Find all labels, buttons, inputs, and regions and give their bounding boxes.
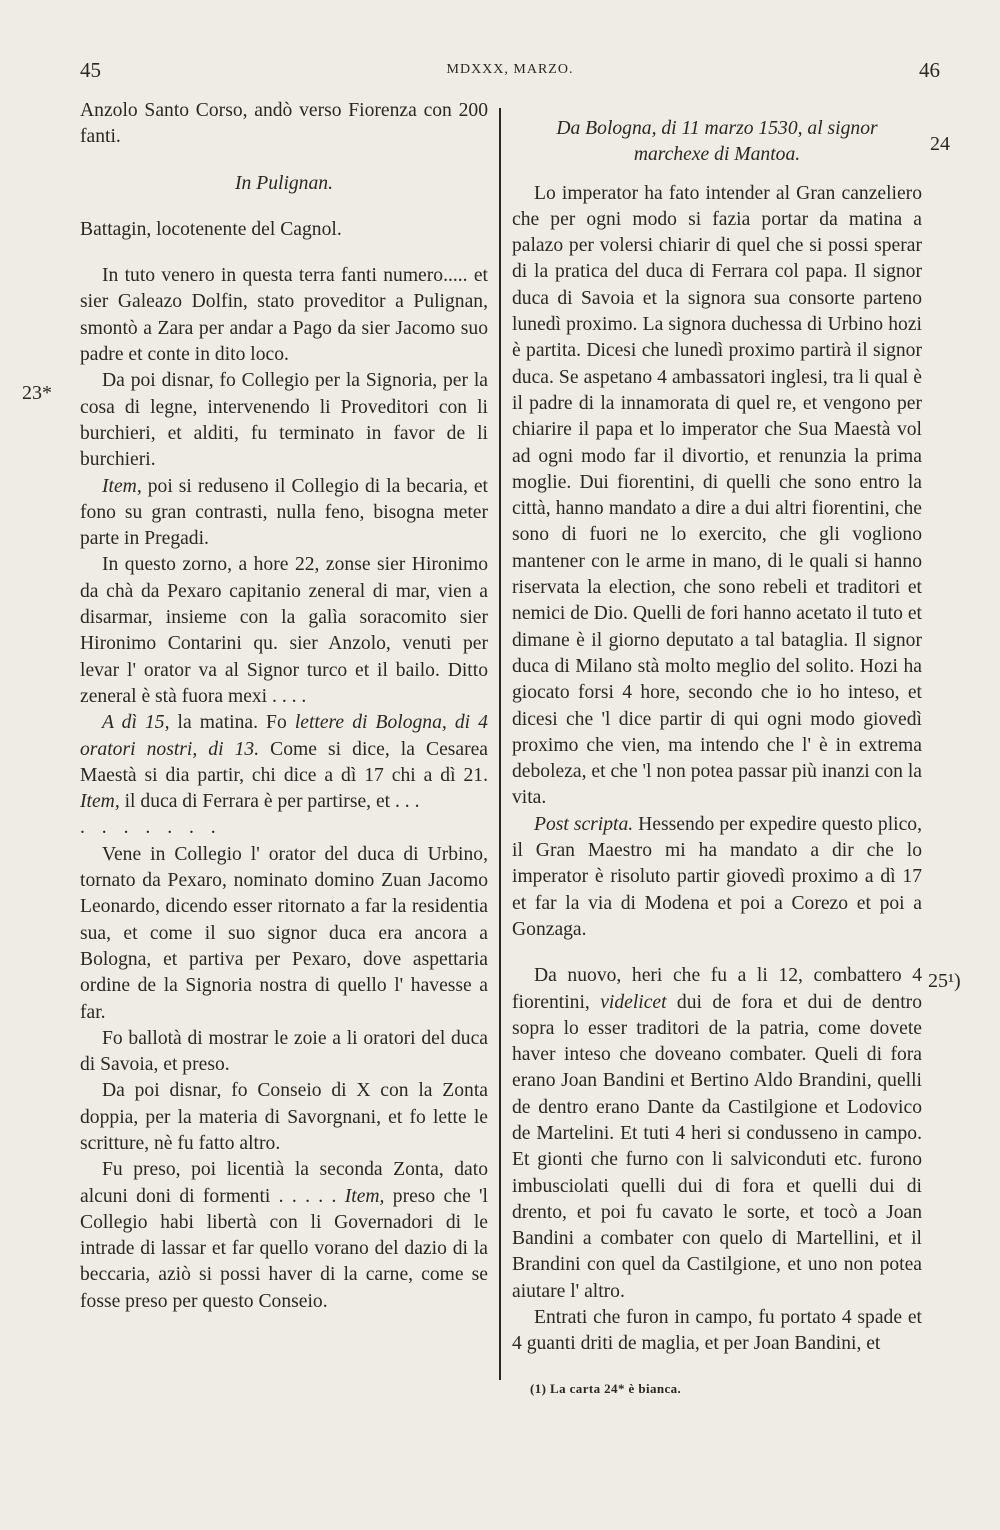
footnote: (1) La carta 24* è bianca. xyxy=(530,1381,682,1396)
page-number-right: 46 xyxy=(919,58,940,82)
column-divider xyxy=(499,108,501,1380)
margin-folio-24: 24 xyxy=(930,133,950,155)
letter-heading: Da Bologna, di 11 marzo 1530, al signor marchexe di Mantoa. xyxy=(556,118,878,166)
paragraph: Item, poi si reduseno il Collegio di la becaria, et fono su gran contrasti, nulla feno, bisogna meter parte in Pregadi. xyxy=(80,475,488,550)
paragraph: Lo imperator ha fato intender al Gran canzeliero che per ogni modo si fazia portar da matina a palazo per volersi chiarir di quel che si possi sperar di la pratica del duca di Ferrara col papa. Il signor duca di Savoia et la signora sua consorte parteno lunedì proximo. La signora duchessa di Urbino hozi è partita. Dicesi che lunedì proximo partirà il signor duca. Se aspetano 4 ambassatori inglesi, tra li qual è il padre di la innamorata di quel re, et vengono per chiarire il papa et lo imperator che Sua Maestà vol ad ogni modo far il divortio, et renunzia la prima moglie. Dui fiorentini, di quelli che sono entro la città, hanno mandato a dire a dui altri fiorentini, che sono di fuori ne lo exercito, che gli vogliono mantener con le arme in mano, di le quali si hanno riservata la election, che sono rebeli et traditori et nemici de Dio. Quelli de fori hanno acetato il tuto et dimane è il giorno deputato a tal bataglia. Il signor duca di Milano stà molto meglio del solito. Hozi ha giocato forsi 4 hore, secondo che io ho inteso, et dicesi che 'l dice partir di qui ogni modo giovedì proximo che vien, ma intendo che l' è in extrema deboleza, et che 'l non potea passar più inanzi con la vita. xyxy=(512,182,922,809)
right-column xyxy=(512,98,922,1358)
paragraph: Fu preso, poi licentià la seconda Zonta, dato alcuni doni di formenti . . . . . Item, preso che 'l Collegio habi libertà con li Governadori di le intrade di lassar et far quello vorano del dazio di la beccaria, aziò si possi haver di la carne, come se fosse preso per questo Conseio. xyxy=(80,1159,488,1312)
margin-folio-23: 23* xyxy=(22,382,52,404)
left-column xyxy=(80,98,488,1315)
running-header xyxy=(80,58,940,88)
paragraph: Battagin, locotenente del Cagnol. xyxy=(80,218,342,240)
paragraph: Entrati che furon in campo, fu portato 4 spade et 4 guanti driti de maglia, et per Joan Bandini, et xyxy=(512,1307,922,1355)
paragraph: Vene in Collegio l' orator del duca di Urbino, tornato da Pexaro, nominato domino Zuan Jacomo Leonardo, dicendo esser ritornato a far la residentia sua, et come il suo signor duca era ancora a Bologna, et partiva per Pexaro, dove aspettaria ordine de la Signoria nostra di quello l' havesse a far. xyxy=(80,843,488,1023)
paragraph: In tuto venero in questa terra fanti numero..... et sier Galeazo Dolfin, stato proveditor a Pulignan, smontò a Zara per andar a Pago da sier Jacomo suo padre et conte in dito loco. xyxy=(80,265,488,366)
paragraph: In questo zorno, a hore 22, zonse sier Hironimo da chà da Pexaro capitanio zeneral di mar, vien a disarmar, insieme con la galìa soracomito sier Hironimo Contarini qu. sier Anzolo, venuti per levar l' orator va al Signor turco et il bailo. Ditto zeneral è stà fuora mexi . . . . xyxy=(80,554,488,707)
paragraph: Post scripta. Hessendo per expedire questo plico, il Gran Maestro mi ha mandato a dir che lo imperator è risoluto partir giovedì proximo a dì 17 et far la via di Modena et poi a Corezo et poi a Gonzaga. xyxy=(512,813,922,940)
paragraph: Anzolo Santo Corso, andò verso Fiorenza con 200 fanti. xyxy=(80,100,488,148)
margin-folio-25: 25¹) xyxy=(928,970,961,992)
paragraph: Fo ballotà di mostrar le zoie a li oratori del duca di Savoia, et preso. xyxy=(80,1027,488,1076)
paragraph: Da poi disnar, fo Conseio di X con la Zonta doppia, per la materia di Savorgnani, et fo lette le scritture, nè fu fatto altro. xyxy=(80,1080,488,1154)
paragraph: Da nuovo, heri che fu a li 12, combattero 4 fiorentini, videlicet dui de fora et dui de dentro sopra lo esser traditori de la patria, come dovete haver inteso che doveano combater. Queli di fora erano Joan Bandini et Bertino Aldo Brandini, quelli de dentro erano Dante da Castilgione et Lodovico de Martelini. Et tuti 4 heri si condusseno in campo. Et gionti che furno con li salviconduti etc. furono imbusciolati quelli dui di fora et quelli dui di drento, et poi fu cavato le sorte, et tocò a Joan Bandini a combater con quelo di Martellini, et il Brandini con quel da Castilgione, et uno non potea aiutare l' altro. xyxy=(512,965,922,1302)
paragraph: Da poi disnar, fo Collegio per la Signoria, per la cosa di legne, intervenendo li Proveditori con li burchieri, et alditi, fu terminato in favor de li burchieri. xyxy=(80,370,488,471)
page-number-left: 45 xyxy=(80,58,101,82)
ellipsis-line: . . . . . . . xyxy=(80,817,222,839)
section-heading: In Pulignan. xyxy=(235,172,333,194)
paragraph: A dì 15, la matina. Fo lettere di Bologna, di 4 oratori nostri, di 13. Come si dice, la Cesarea Maestà si dia partir, chi dice a dì 17 chi a dì 21. Item, il duca di Ferrara è per partirse, et . . . xyxy=(80,712,489,813)
running-title: MDXXX, MARZO. xyxy=(446,62,574,77)
